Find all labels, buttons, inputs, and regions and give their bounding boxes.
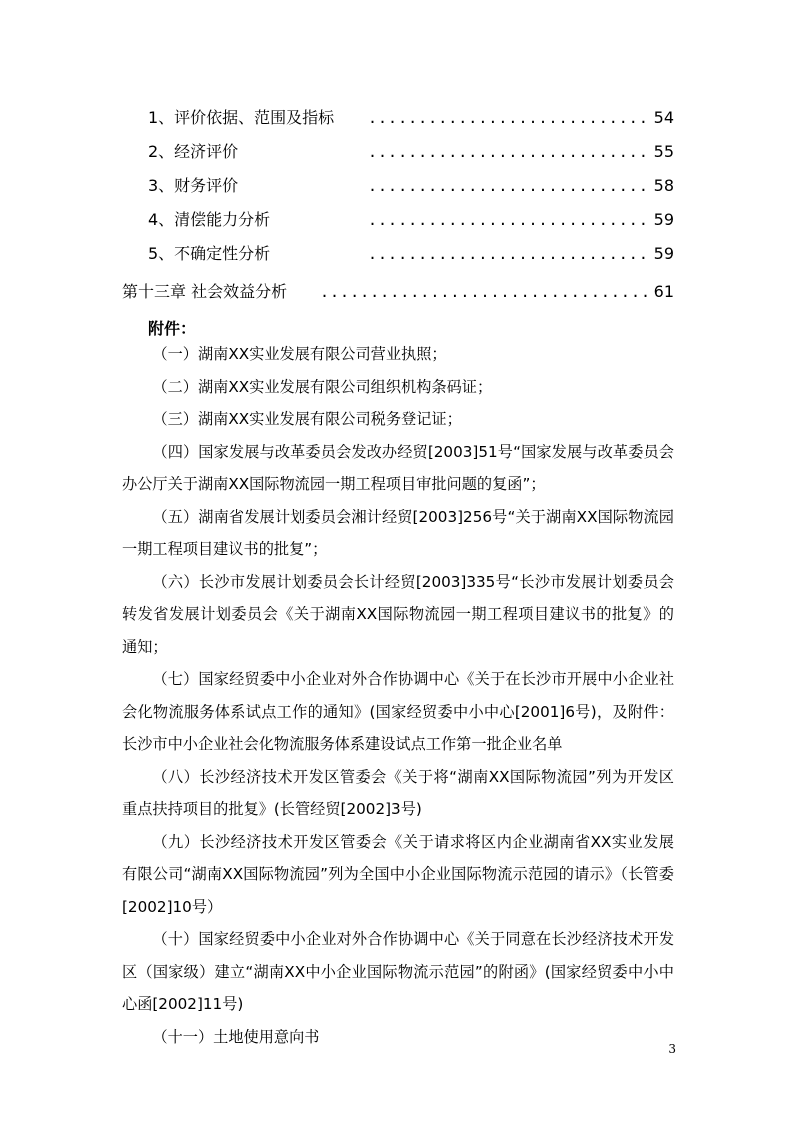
attachment-item: （十）国家经贸委中小企业对外合作协调中心《关于同意在长沙经济技术开发区（国家级）建立“湖南XX中小企业国际物流示范园”的附函》(国家经贸委中小中心函[2002]11号) xyxy=(122,930,674,1013)
attachment-item: （一）湖南XX实业发展有限公司营业执照； xyxy=(152,345,447,363)
toc-entry-label: 第十三章 社会效益分析 xyxy=(122,282,288,301)
attachment-item: （四）国家发展与改革委员会发改办经贸[2003]51号“国家发展与改革委员会办公厅关于湖南XX国际物流园一期工程项目审批问题的复函”； xyxy=(122,442,674,493)
attachments-heading: 附件： xyxy=(148,319,197,338)
toc-entry-label: 4、清偿能力分析 xyxy=(148,210,271,229)
toc-leader-dots xyxy=(368,135,648,169)
toc-entry-label: 2、经济评价 xyxy=(148,142,239,161)
page-number: 3 xyxy=(668,1042,676,1056)
attachment-item: （九）长沙经济技术开发区管委会《关于请求将区内企业湖南省XX实业发展有限公司“湖南XX国际物流园”列为全国中小企业国际物流示范园的请示》（长管委[2002]10号） xyxy=(122,832,674,916)
attachment-item: （十一）土地使用意向书 xyxy=(152,1027,320,1046)
toc-leader-dots xyxy=(368,203,648,237)
toc-leader-dots xyxy=(368,169,648,203)
attachment-item: （八）长沙经济技术开发区管委会《关于将“湖南XX国际物流园”列为开发区重点扶持项目的批复》(长管经贸[2002]3号) xyxy=(122,767,674,818)
attachment-item: （五）湖南省发展计划委员会湘计经贸[2003]256号“关于湖南XX国际物流园一期工程项目建议书的批复”； xyxy=(122,507,674,558)
toc-entry-1[interactable] xyxy=(0,101,794,135)
attachment-item: （三）湖南XX实业发展有限公司税务登记证； xyxy=(152,410,462,428)
toc-page-number: 55 xyxy=(653,142,674,161)
attachments-list xyxy=(122,338,674,1053)
toc-entry-label: 3、财务评价 xyxy=(148,176,239,195)
toc-leader-dots xyxy=(368,237,648,271)
toc-entry-5[interactable] xyxy=(0,237,794,271)
attachment-item: （七）国家经贸委中小企业对外合作协调中心《关于在长沙市开展中小企业社会化物流服务体系试点工作的通知》(国家经贸委中小中心[2001]6号)，及附件：长沙市中小企业社会化物流服务体系建设试点工作第一批企业名单 xyxy=(122,670,674,753)
toc-page-number: 61 xyxy=(653,282,674,301)
toc-entry-3[interactable] xyxy=(0,169,794,203)
toc-page-number: 59 xyxy=(653,244,674,263)
toc-page-number: 54 xyxy=(653,108,674,127)
toc-entry-2[interactable] xyxy=(0,135,794,169)
toc-page-number: 59 xyxy=(653,210,674,229)
toc-entry-4[interactable] xyxy=(0,203,794,237)
toc-leader-dots xyxy=(320,275,648,309)
toc-leader-dots xyxy=(368,101,648,135)
toc-entry-label: 1、评价依据、范围及指标 xyxy=(148,108,335,127)
attachment-item: （二）湖南XX实业发展有限公司组织机构条码证； xyxy=(152,377,493,396)
toc-page-number: 58 xyxy=(653,176,674,195)
toc-entry-label: 5、不确定性分析 xyxy=(148,244,271,263)
attachment-item: （六）长沙市发展计划委员会长计经贸[2003]335号“长沙市发展计划委员会转发省发展计划委员会《关于湖南XX国际物流园一期工程项目建议书的批复》的通知； xyxy=(122,572,674,656)
toc-entry-chapter-13[interactable] xyxy=(0,275,794,309)
